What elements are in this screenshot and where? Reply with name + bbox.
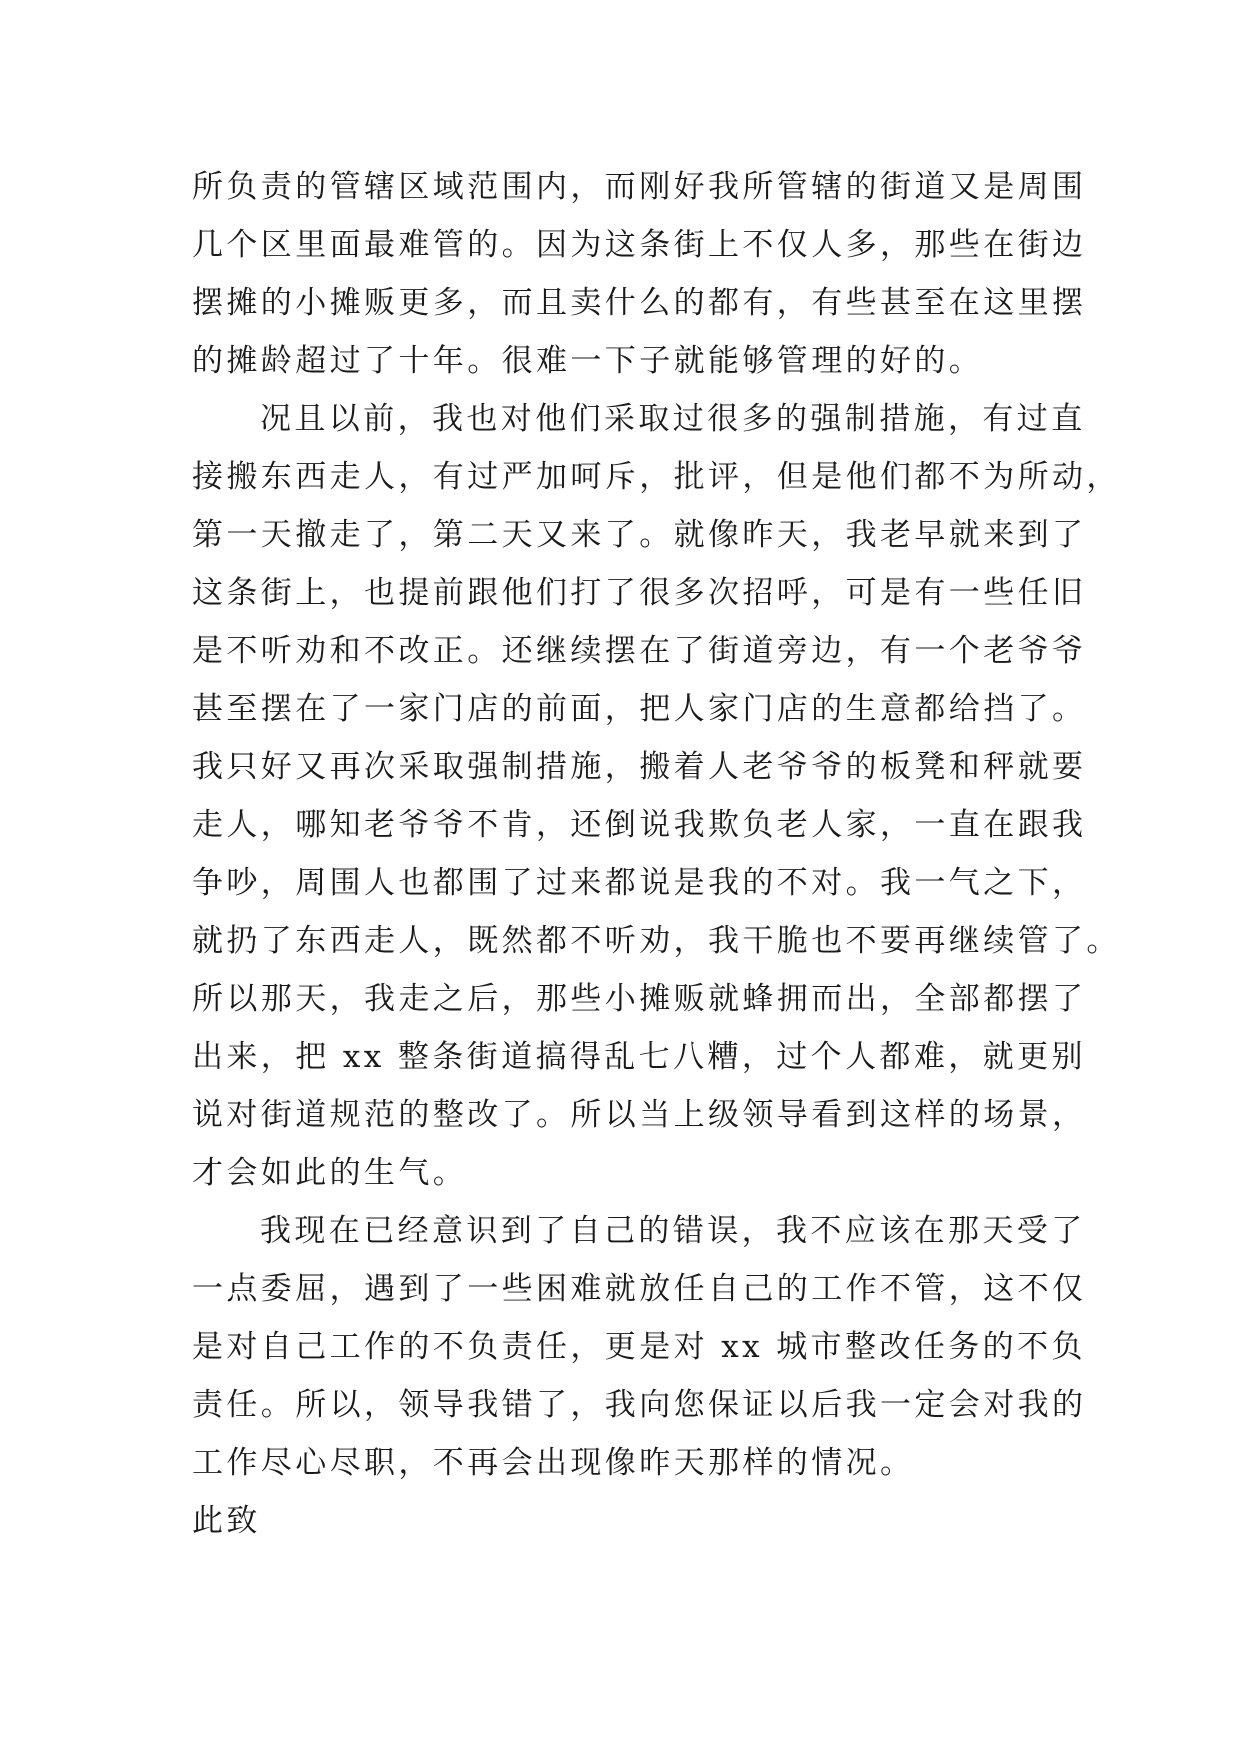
text-line: 所负责的管辖区域范围内，而刚好我所管辖的街道又是周围	[192, 169, 1087, 205]
text-line: 摆摊的小摊贩更多，而且卖什么的都有，有些甚至在这里摆	[192, 285, 1087, 321]
text-line: 甚至摆在了一家门店的前面，把人家门店的生意都给挡了。	[192, 691, 1087, 727]
text-line: 才会如此的生气。	[192, 1155, 468, 1191]
text-line: 所以那天，我走之后，那些小摊贩就蜂拥而出，全部都摆了	[192, 981, 1087, 1017]
text-line: 接搬东西走人，有过严加呵斥，批评，但是他们都不为所动，	[192, 459, 1121, 495]
closing-salutation: 此致	[192, 1503, 261, 1539]
text-line: 责任。所以，领导我错了，我向您保证以后我一定会对我的	[192, 1387, 1087, 1423]
text-line: 是对自己工作的不负责任，更是对 xx 城市整改任务的不负	[192, 1329, 1086, 1365]
letter-body	[192, 158, 1121, 1550]
text-line: 是不听劝和不改正。还继续摆在了街道旁边，有一个老爷爷	[192, 633, 1087, 669]
text-line: 争吵，周围人也都围了过来都说是我的不对。我一气之下，	[192, 865, 1087, 901]
text-line: 几个区里面最难管的。因为这条街上不仅人多，那些在街边	[192, 227, 1087, 263]
text-line: 走人，哪知老爷爷不肯，还倒说我欺负老人家，一直在跟我	[192, 807, 1087, 843]
text-line: 工作尽心尽职，不再会出现像昨天那样的情况。	[192, 1445, 915, 1481]
text-line: 这条街上，也提前跟他们打了很多次招呼，可是有一些任旧	[192, 575, 1087, 611]
text-line: 出来，把 xx 整条街道搞得乱七八糟，过个人都难，就更别	[192, 1039, 1086, 1075]
paragraph-first-line: 况且以前，我也对他们采取过很多的强制措施，有过直	[260, 401, 1086, 437]
text-line: 一点委屈，遇到了一些困难就放任自己的工作不管，这不仅	[192, 1271, 1087, 1307]
text-line: 说对街道规范的整改了。所以当上级领导看到这样的场景，	[192, 1097, 1087, 1133]
paragraph-first-line: 我现在已经意识到了自己的错误，我不应该在那天受了	[260, 1213, 1086, 1249]
text-line: 第一天撤走了，第二天又来了。就像昨天，我老早就来到了	[192, 517, 1087, 553]
text-line: 就扔了东西走人，既然都不听劝，我干脆也不要再继续管了。	[192, 923, 1121, 959]
text-line: 我只好又再次采取强制措施，搬着人老爷爷的板凳和秤就要	[192, 749, 1087, 785]
text-line: 的摊龄超过了十年。很难一下子就能够管理的好的。	[192, 343, 984, 379]
